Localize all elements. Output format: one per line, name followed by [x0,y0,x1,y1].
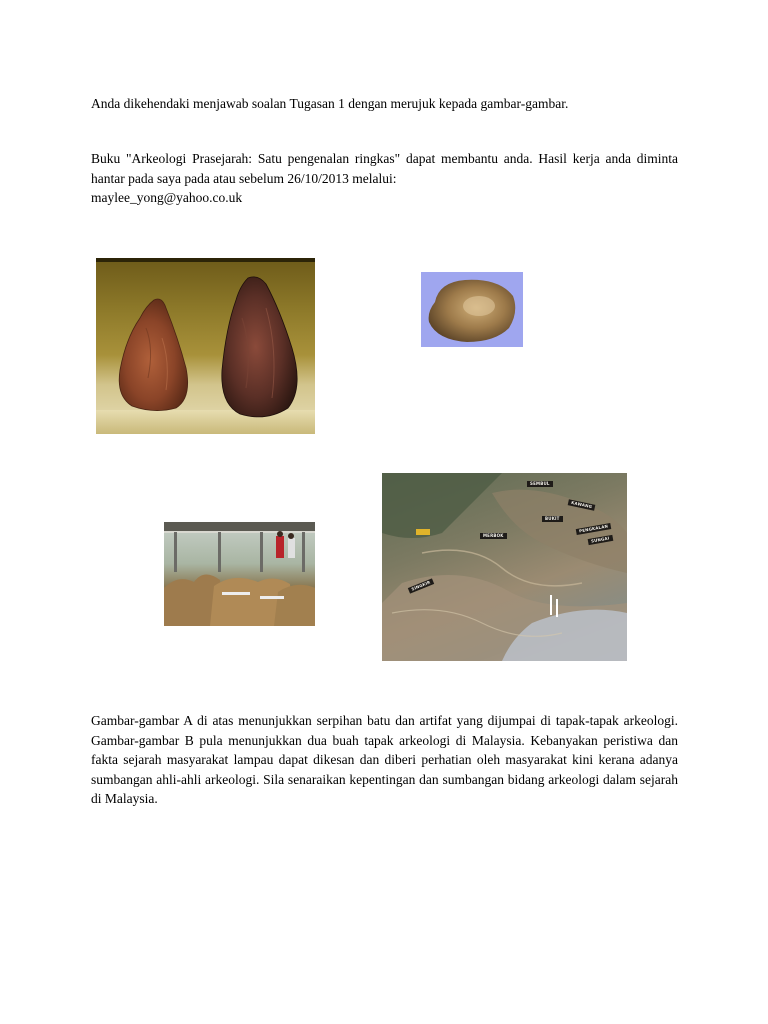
reference-paragraph [91,149,678,208]
question-text: Gambar-gambar A di atas menunjukkan serpihan batu dan artifat yang dijumpai di tapak-tapak arkeologi. Gambar-gambar B pula menunjukkan dua buah tapak arkeologi di Malaysia. Kebanyakan peristiwa dan fakta sejarah masyarakat lampau dapat dikesan dan diberi perhatian oleh masyarakat kini kerana adanya sumbangan ahli-ahli arkeologi. Sila senaraikan kepentingan dan sumbangan bidang arkeologi dalam sejarah di Malaysia. [91,713,678,806]
email-link[interactable]: maylee_yong@yahoo.co.uk [91,190,243,205]
instructions-text: Anda dikehendaki menjawab soalan Tugasan 1 dengan merujuk kepada gambar-gambar. [91,96,569,111]
map-label-singkir: SINGKIR [408,578,434,593]
map-label-sungai: SUNGAI [588,535,613,545]
hand-axes-photo [96,258,315,434]
map-label-bukit: BUKIT [542,516,563,522]
excavation-site-photo [164,522,315,626]
archaeological-site-map-photo [382,473,627,661]
map-label-merbok: MERBOK [480,533,507,539]
map-label-kawang: KAWANG [568,499,596,511]
map-label-sembul: SEMBUL [527,481,553,487]
reference-text: Buku "Arkeologi Prasejarah: Satu pengenalan ringkas" dapat membantu anda. Hasil kerja anda diminta hantar pada saya pada atau sebelum 26/10/2013 melalui: [91,151,678,186]
stone-artifact-photo [421,272,523,347]
map-label-pengkalan: PENGKALAN [576,523,612,535]
